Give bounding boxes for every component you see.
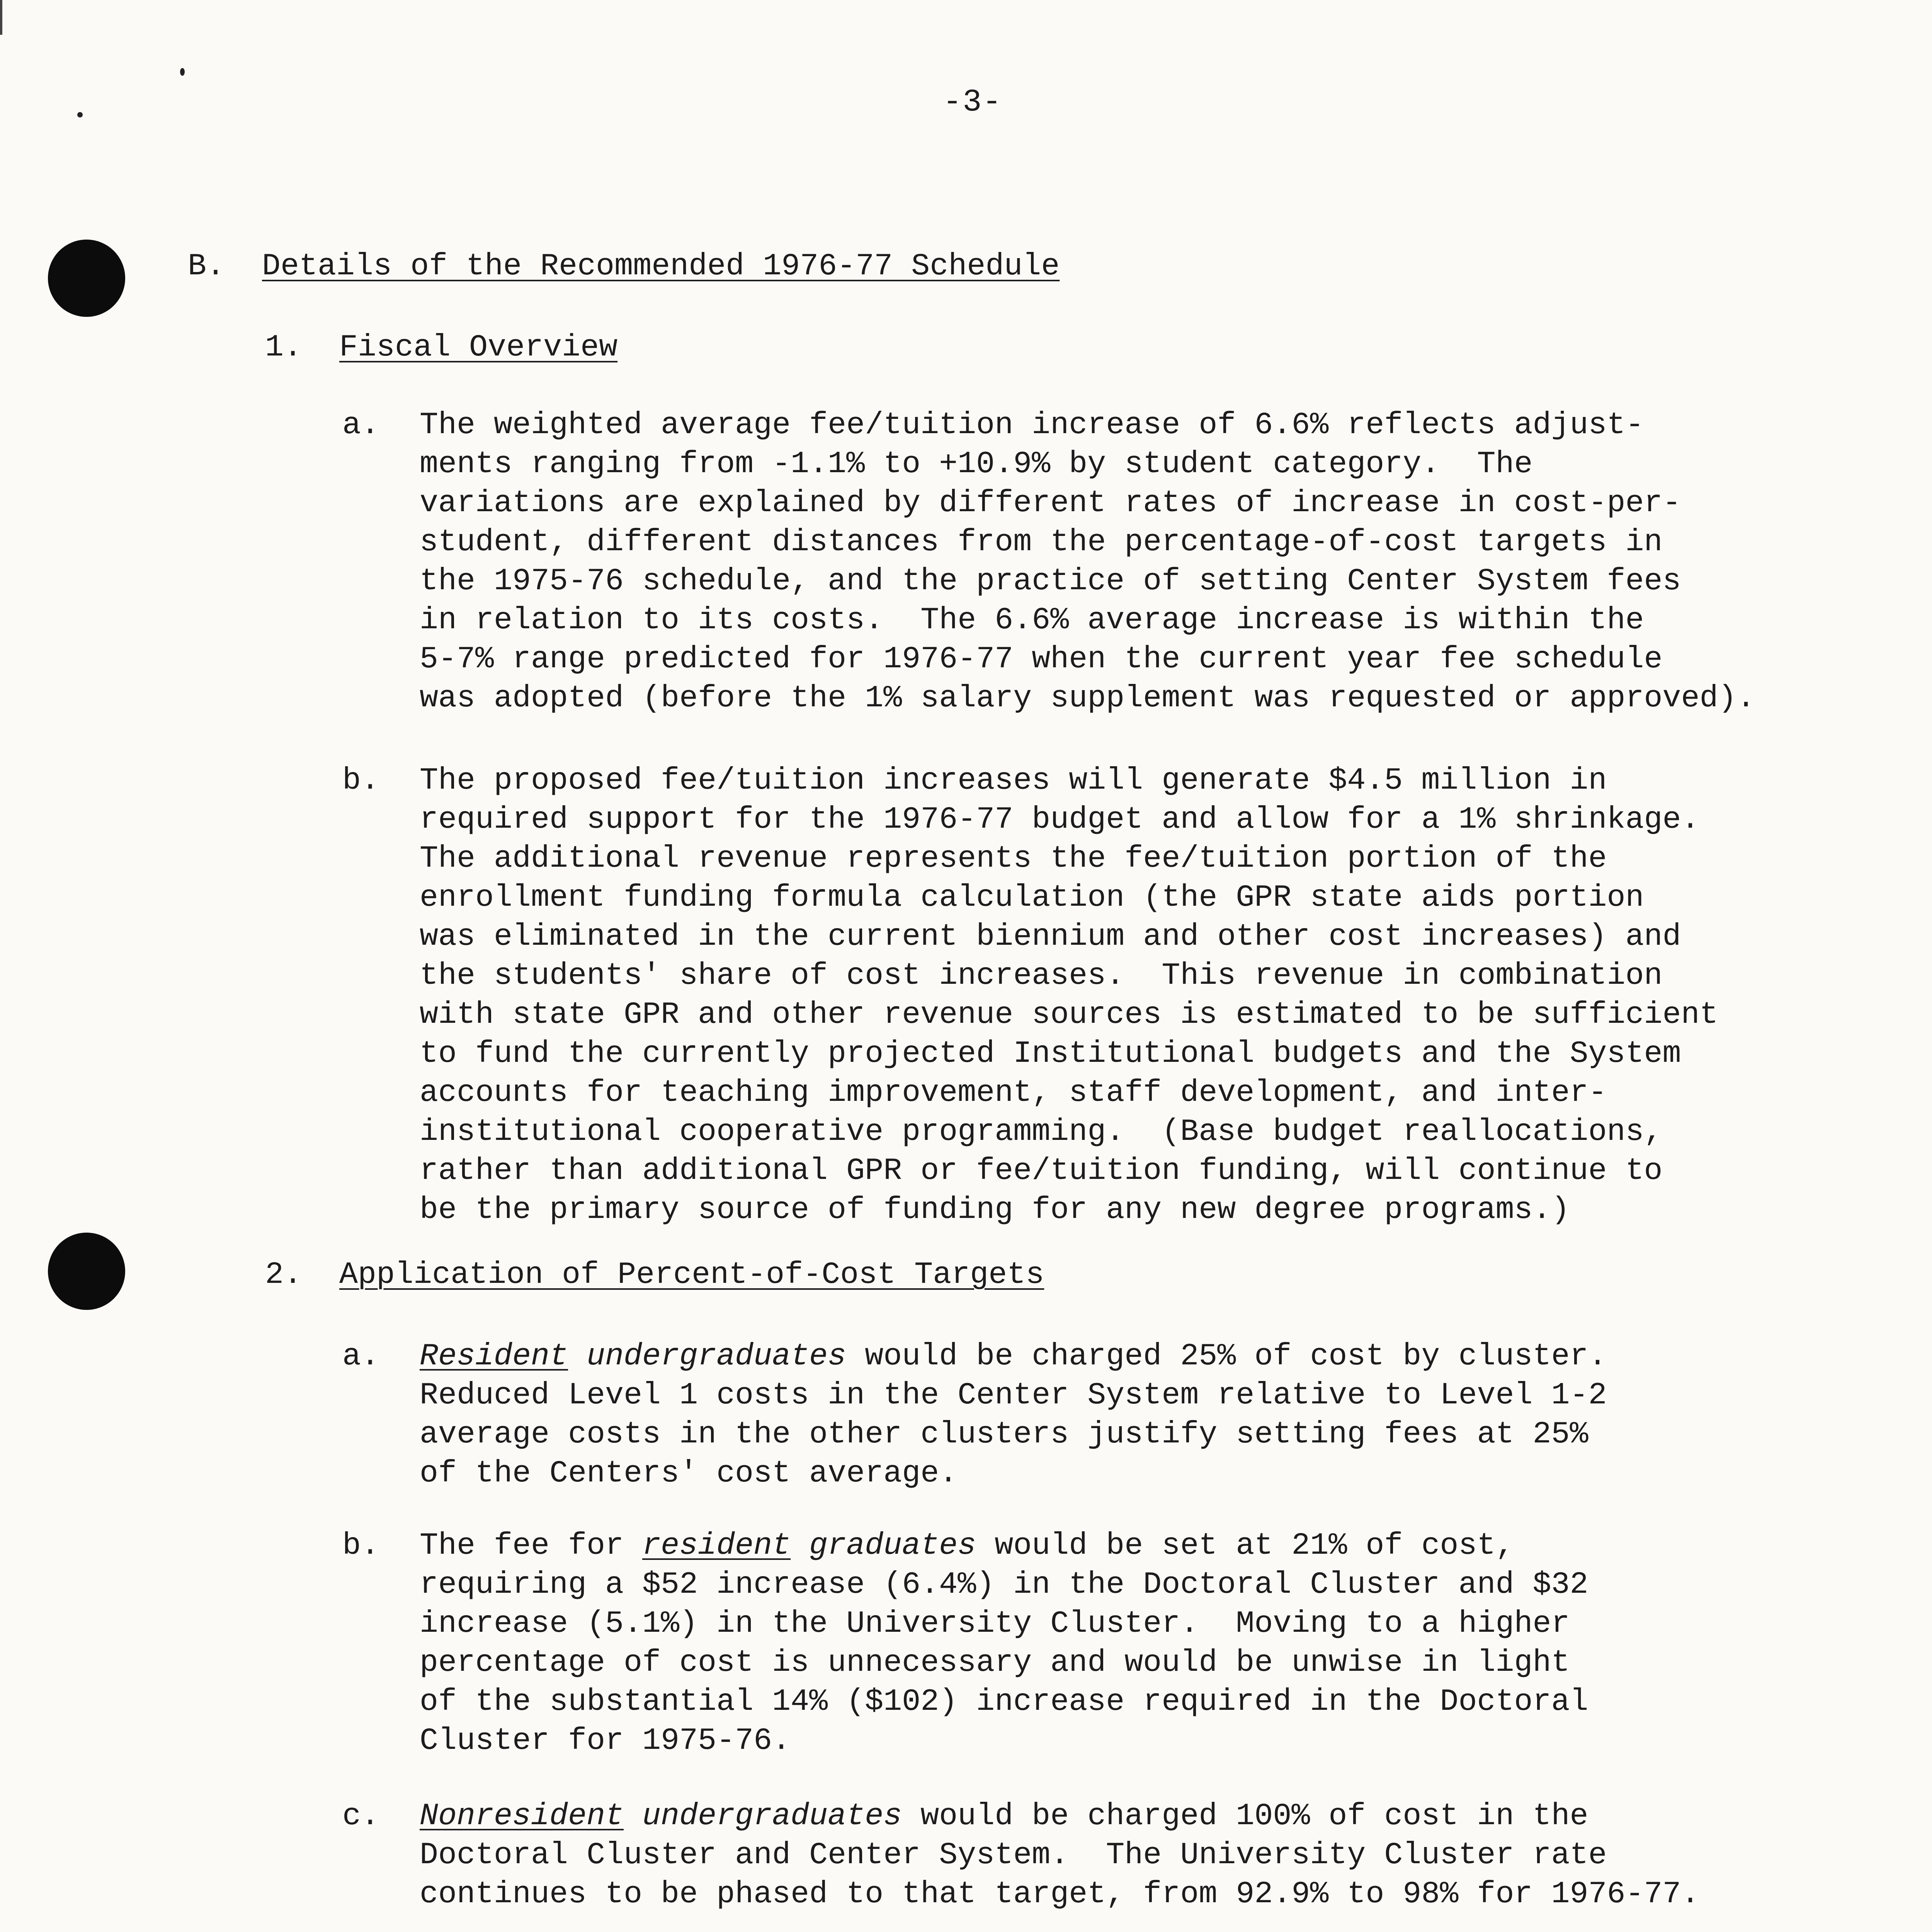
paragraph-line	[420, 1526, 1514, 1565]
paragraph-line	[420, 1337, 1607, 1376]
paragraph-line: was adopted (before the 1% salary supplement was requested or approved).	[420, 681, 1755, 716]
text-run: would be charged 25% of cost by cluster.	[846, 1339, 1607, 1374]
paragraph-line: was eliminated in the current biennium and other cost increases) and	[420, 919, 1681, 954]
subsection-label: 1.	[265, 330, 303, 365]
paragraph-line: student, different distances from the percentage-of-cost targets in	[420, 525, 1663, 560]
emphasis: graduates	[791, 1528, 976, 1563]
item-label: b.	[342, 1528, 380, 1563]
paragraph-line: percentage of cost is unnecessary and would be unwise in light	[420, 1645, 1570, 1680]
section-b-heading	[188, 247, 1060, 286]
paragraph-line: the students' share of cost increases. This revenue in combination	[420, 958, 1663, 993]
paragraph-line: Doctoral Cluster and Center System. The University Cluster rate	[420, 1838, 1607, 1873]
subsection-2-heading	[265, 1256, 1044, 1294]
scan-speck	[180, 68, 185, 76]
paragraph-line: Cluster for 1975-76.	[420, 1723, 791, 1759]
page-number: -3-	[943, 84, 1002, 120]
paragraph-line: requiring a $52 increase (6.4%) in the Doctoral Cluster and $32	[420, 1567, 1588, 1602]
emphasis-underlined: resident	[642, 1528, 791, 1563]
punch-hole	[48, 240, 125, 317]
paragraph-line: The proposed fee/tuition increases will generate $4.5 million in	[420, 763, 1607, 798]
item-label: c.	[342, 1799, 380, 1834]
paragraph-line: rather than additional GPR or fee/tuition funding, will continue to	[420, 1153, 1663, 1189]
paragraph-line: in relation to its costs. The 6.6% average increase is within the	[420, 603, 1644, 638]
paragraph-line: ments ranging from -1.1% to +10.9% by student category. The	[420, 447, 1533, 482]
paragraph-line: enrollment funding formula calculation (the GPR state aids portion	[420, 880, 1644, 915]
paragraph-line: be the primary source of funding for any new degree programs.)	[420, 1192, 1570, 1228]
paragraph-line: with state GPR and other revenue sources is estimated to be sufficient	[420, 997, 1718, 1032]
subsection-1-heading	[265, 328, 617, 367]
punch-hole	[48, 1233, 125, 1310]
paragraph-line: increase (5.1%) in the University Cluster. Moving to a higher	[420, 1606, 1570, 1641]
paragraph-line: average costs in the other clusters justify setting fees at 25%	[420, 1417, 1588, 1452]
text-run: The fee for	[420, 1528, 643, 1563]
section-label: B.	[188, 249, 225, 284]
paragraph-line: The additional revenue represents the fee/tuition portion of the	[420, 841, 1607, 876]
page-edge-mark	[0, 0, 2, 35]
paragraph-line: continues to be phased to that target, from 92.9% to 98% for 1976-77.	[420, 1877, 1700, 1912]
emphasis-underlined: Nonresident	[420, 1799, 624, 1834]
subsection-title: Fiscal Overview	[339, 330, 618, 365]
item-label: a.	[342, 408, 380, 443]
paragraph-line: to fund the currently projected Institutional budgets and the System	[420, 1036, 1681, 1071]
paragraph-line: the 1975-76 schedule, and the practice of setting Center System fees	[420, 564, 1681, 599]
subsection-label: 2.	[265, 1257, 303, 1293]
paragraph-line: variations are explained by different rates of increase in cost-per-	[420, 486, 1681, 521]
paragraph-line: required support for the 1976-77 budget and allow for a 1% shrinkage.	[420, 802, 1700, 837]
paragraph-line: of the Centers' cost average.	[420, 1456, 958, 1491]
paragraph-line: 5-7% range predicted for 1976-77 when the current year fee schedule	[420, 642, 1663, 677]
item-label: a.	[342, 1339, 380, 1374]
emphasis-underlined: Resident	[420, 1339, 568, 1374]
text-run: would be charged 100% of cost in the	[902, 1799, 1588, 1834]
item-label: b.	[342, 763, 380, 798]
paragraph-line: accounts for teaching improvement, staff development, and inter-	[420, 1075, 1607, 1111]
paragraph-line: of the substantial 14% ($102) increase required in the Doctoral	[420, 1684, 1588, 1719]
emphasis: undergraduates	[568, 1339, 847, 1374]
text-run: would be set at 21% of cost,	[976, 1528, 1514, 1563]
section-title: Details of the Recommended 1976-77 Schedule	[262, 249, 1060, 284]
paragraph-line: Reduced Level 1 costs in the Center System relative to Level 1-2	[420, 1378, 1607, 1413]
paragraph-line	[420, 1797, 1588, 1836]
paragraph-line: The weighted average fee/tuition increase of 6.6% reflects adjust-	[420, 408, 1644, 443]
emphasis: undergraduates	[624, 1799, 902, 1834]
scan-speck	[77, 112, 83, 117]
subsection-title: Application of Percent-of-Cost Targets	[339, 1257, 1044, 1293]
paragraph-line: institutional cooperative programming. (Base budget reallocations,	[420, 1114, 1663, 1150]
